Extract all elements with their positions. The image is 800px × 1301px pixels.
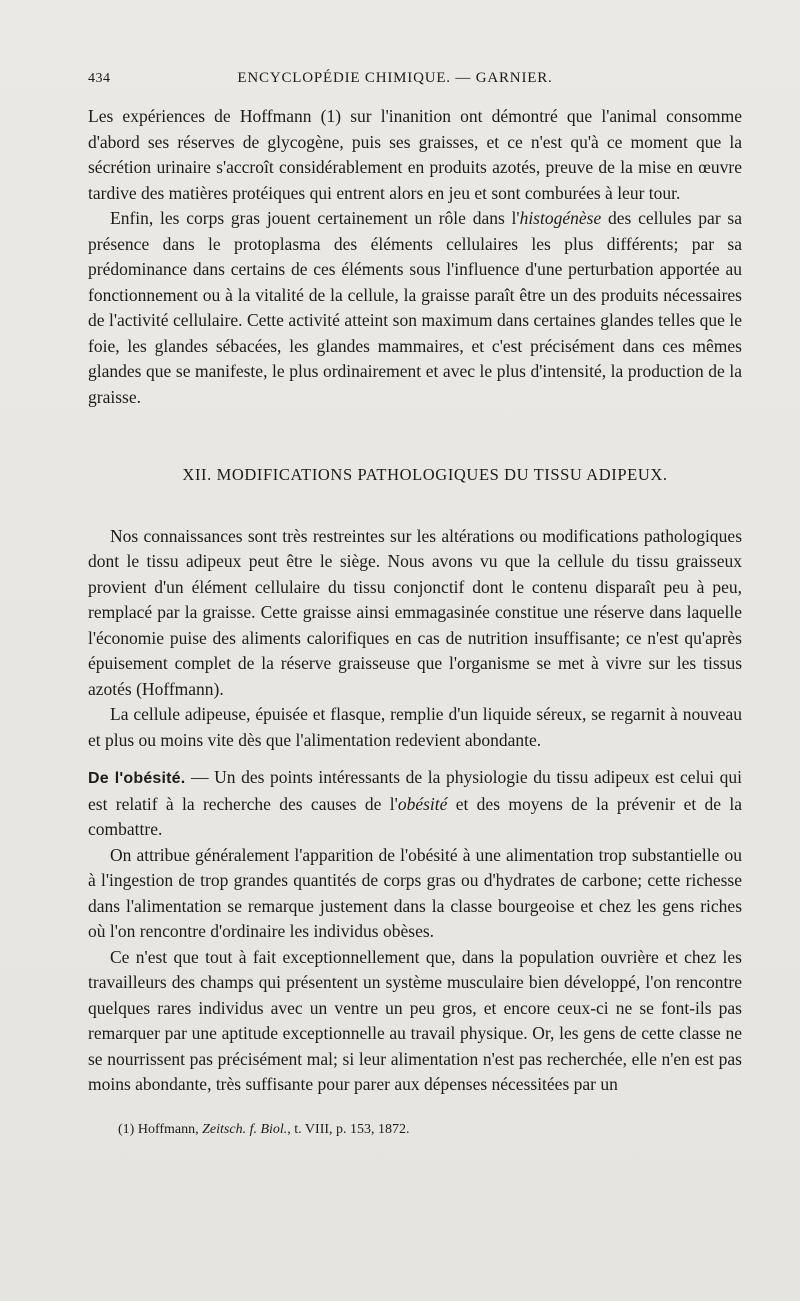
spacer xyxy=(88,753,742,765)
footnote xyxy=(88,1120,742,1140)
paragraph-alimentation: On attribue généralement l'apparition de l'obésité à une alimentation trop substantielle ou à l'ingestion de trop grandes quantités de corps gras ou d'hydrates de carbone; cette richesse dans l'alimentation se remarque justement dans la classe bourgeoise et chez les gens riches où l'on rencontre d'ordinaire les individus obèses. xyxy=(88,844,742,941)
paragraph-histogenesis xyxy=(88,206,742,410)
running-title: ENCYCLOPÉDIE CHIMIQUE. — GARNIER. xyxy=(237,70,553,86)
text-fragment: des cellules par sa présence dans le protoplasma des éléments cellulaires les plus différents; par sa prédominance dans certains de ces éléments sous l'influence d'une perturbation apportée au fonctionnement ou à la vitalité de la cellule, la graisse paraît être un des produits nécessaires de l'activité cellulaire. Cette activité atteint son maximum dans certaines glandes telles que le foie, les glandes sébacées, les glandes mammaires, et c'est précisément dans ces mêmes glandes que se manifeste, le plus ordinairement et avec le plus d'intensité, la production de la graisse. xyxy=(88,208,742,407)
subsection-heading: De l'obésité. xyxy=(88,770,186,787)
emphasis-obesite: obésité xyxy=(397,793,448,814)
paragraph-inanition: Les expériences de Hoffmann (1) sur l'inanition ont démontré que l'animal consomme d'abord ses réserves de glycogène, puis ses graisses, et ce n'est qu'à ce moment que la sécrétion urinaire s'accroît considérablement en produits azotés, preuve de la mise en œuvre tardive des matières protéiques qui entrent alors en jeu et sont comburées à leur tour. xyxy=(88,106,742,203)
paragraph-obesite-intro xyxy=(88,765,742,843)
paragraph-connaissances: Nos connaissances sont très restreintes sur les altérations ou modifications pathologiques dont le tissu adipeux peut être le siège. Nous avons vu que la cellule du tissu graisseux provient d'un élément cellulaire du tissu conjonctif dont le contenu disparaît peu à peu, remplacé par la graisse. Cette graisse ainsi emmagasinée constitue une réserve dans laquelle l'économie puise des aliments calorifiques en cas de nutrition insuffisante; ce n'est qu'après épuisement complet de la réserve graisseuse que l'organisme se met à vivre sur les tissus azotés (Hoffmann). xyxy=(88,525,742,699)
emphasis-histogenese: histogénèse xyxy=(519,208,602,228)
footnote-reference: , t. VIII, p. 153, 1872. xyxy=(287,1121,410,1137)
page-number: 434 xyxy=(88,71,111,86)
text-fragment: — Un des points intéressants de la physiologie du tissu adipeux est celui qui est relatif à la recherche des causes de l' xyxy=(88,767,742,814)
footnote-marker: (1) xyxy=(118,1121,135,1137)
footnote-journal: Zeitsch. f. Biol. xyxy=(202,1121,288,1137)
text-fragment: et des moyens de la prévenir et de la combattre. xyxy=(88,793,743,839)
paragraph-cellule-adipeuse: La cellule adipeuse, épuisée et flasque, remplie d'un liquide séreux, se regarnit à nouveau et plus ou moins vite dès que l'alimentation redevient abondante. xyxy=(88,704,742,750)
main-text xyxy=(88,104,742,1098)
text-fragment: Enfin, les corps gras jouent certainement un rôle dans l' xyxy=(110,208,520,228)
running-header xyxy=(88,70,742,104)
footnote-author: Hoffmann, xyxy=(134,1121,203,1137)
paragraph-population-ouvriere: Ce n'est que tout à fait exceptionnellement que, dans la population ouvrière et chez les travailleurs des champs qui présentent un système musculaire bien développé, l'on rencontre quelques rares individus avec un ventre un peu gros, et encore ceux-ci ne se font-ils pas remarquer par une aptitude exceptionnelle au travail physique. Or, les gens de cette classe ne se nourrissent pas précisément mal; si leur alimentation n'est pas recherchée, elle n'en est pas moins abondante, très suffisante pour parer aux dépenses nécessitées par un xyxy=(88,946,742,1094)
section-title: XII. MODIFICATIONS PATHOLOGIQUES DU TISSU ADIPEUX. xyxy=(182,465,668,484)
